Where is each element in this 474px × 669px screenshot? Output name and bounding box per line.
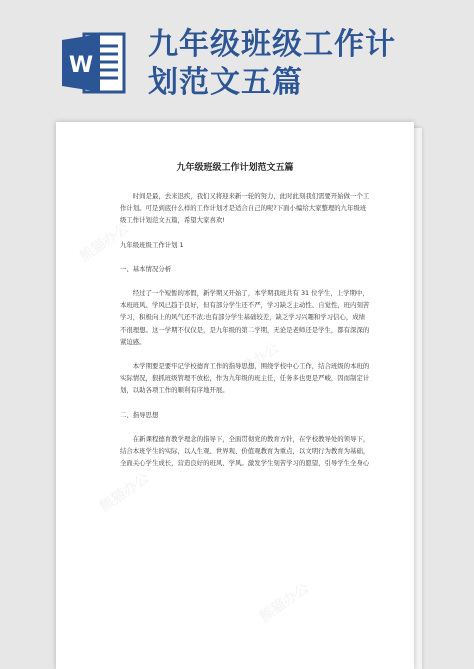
body-paragraph: 本学期要是要牢记学校德育工作的指导思想，围绕学校中心工作，结合班级的本班的实际情况，狠抓班级管理不放松，作为九年级的班主任，任务多也更是严峻，因而制定计划，以助各项工作的顺利有序地开展。 xyxy=(120,362,370,395)
document-title: 九年级班级工作计划范文五篇 xyxy=(176,163,294,173)
watermark: 熊猫办公 xyxy=(97,470,153,516)
watermark: 熊猫办公 xyxy=(77,220,133,266)
header-banner xyxy=(0,0,474,118)
watermark: 熊猫办公 xyxy=(257,580,313,626)
document-body xyxy=(120,190,370,481)
section-heading: 一、基本情况分析 xyxy=(120,264,172,273)
body-paragraph: 在新课程德育教学理念的指导下，全面贯彻党的教育方针，在学校教导处的领导下，结合本班学生的实际，以人生观、世界观、价值观教育为重点，以文明行为教育为基础，全面关心学生成长，营造良好的班风、学风。激发学生刻苦学习的愿望，引导学生全身心 xyxy=(120,434,370,468)
header-title-line-2: 划范文五篇 xyxy=(148,65,303,100)
header-title xyxy=(148,26,448,102)
document-page xyxy=(56,122,414,669)
word-document-icon xyxy=(62,30,126,96)
watermark: 熊猫办公 xyxy=(227,340,283,386)
header-title-line-1: 九年级班级工作计 xyxy=(148,27,396,62)
body-paragraph: 经过了一个短暂的寒假，新学期又开始了，本学期我班共有 31 位学生，上学期中，本班班风、学风已趋于良好，但有部分学生还不严，学习缺乏主动性、自觉性，班内刻苦学习，积极向上的风气还不浓;也有部分学生基础较差，缺乏学习兴趣和学习信心，成绩不很理想。这一学期不仅仅是，是九年级的第二学期，无论是老师还是学生，都有深深的紧迫感。 xyxy=(120,289,370,346)
section-heading: 二、指导思想 xyxy=(120,410,159,419)
word-icon-letter: W xyxy=(68,53,94,78)
section-title: 九年级班级工作计划 1 xyxy=(120,240,184,249)
intro-paragraph: 时间是最，去来迅疾，我们又将迎来新一轮的努力，此时此刻我们需要开始做一个工作计划。可是到底什么样的工作计划才是适合自己的呢?下面小编给大家整理的九年级班级工作计划范文五篇，希望大家喜欢! xyxy=(120,192,370,225)
